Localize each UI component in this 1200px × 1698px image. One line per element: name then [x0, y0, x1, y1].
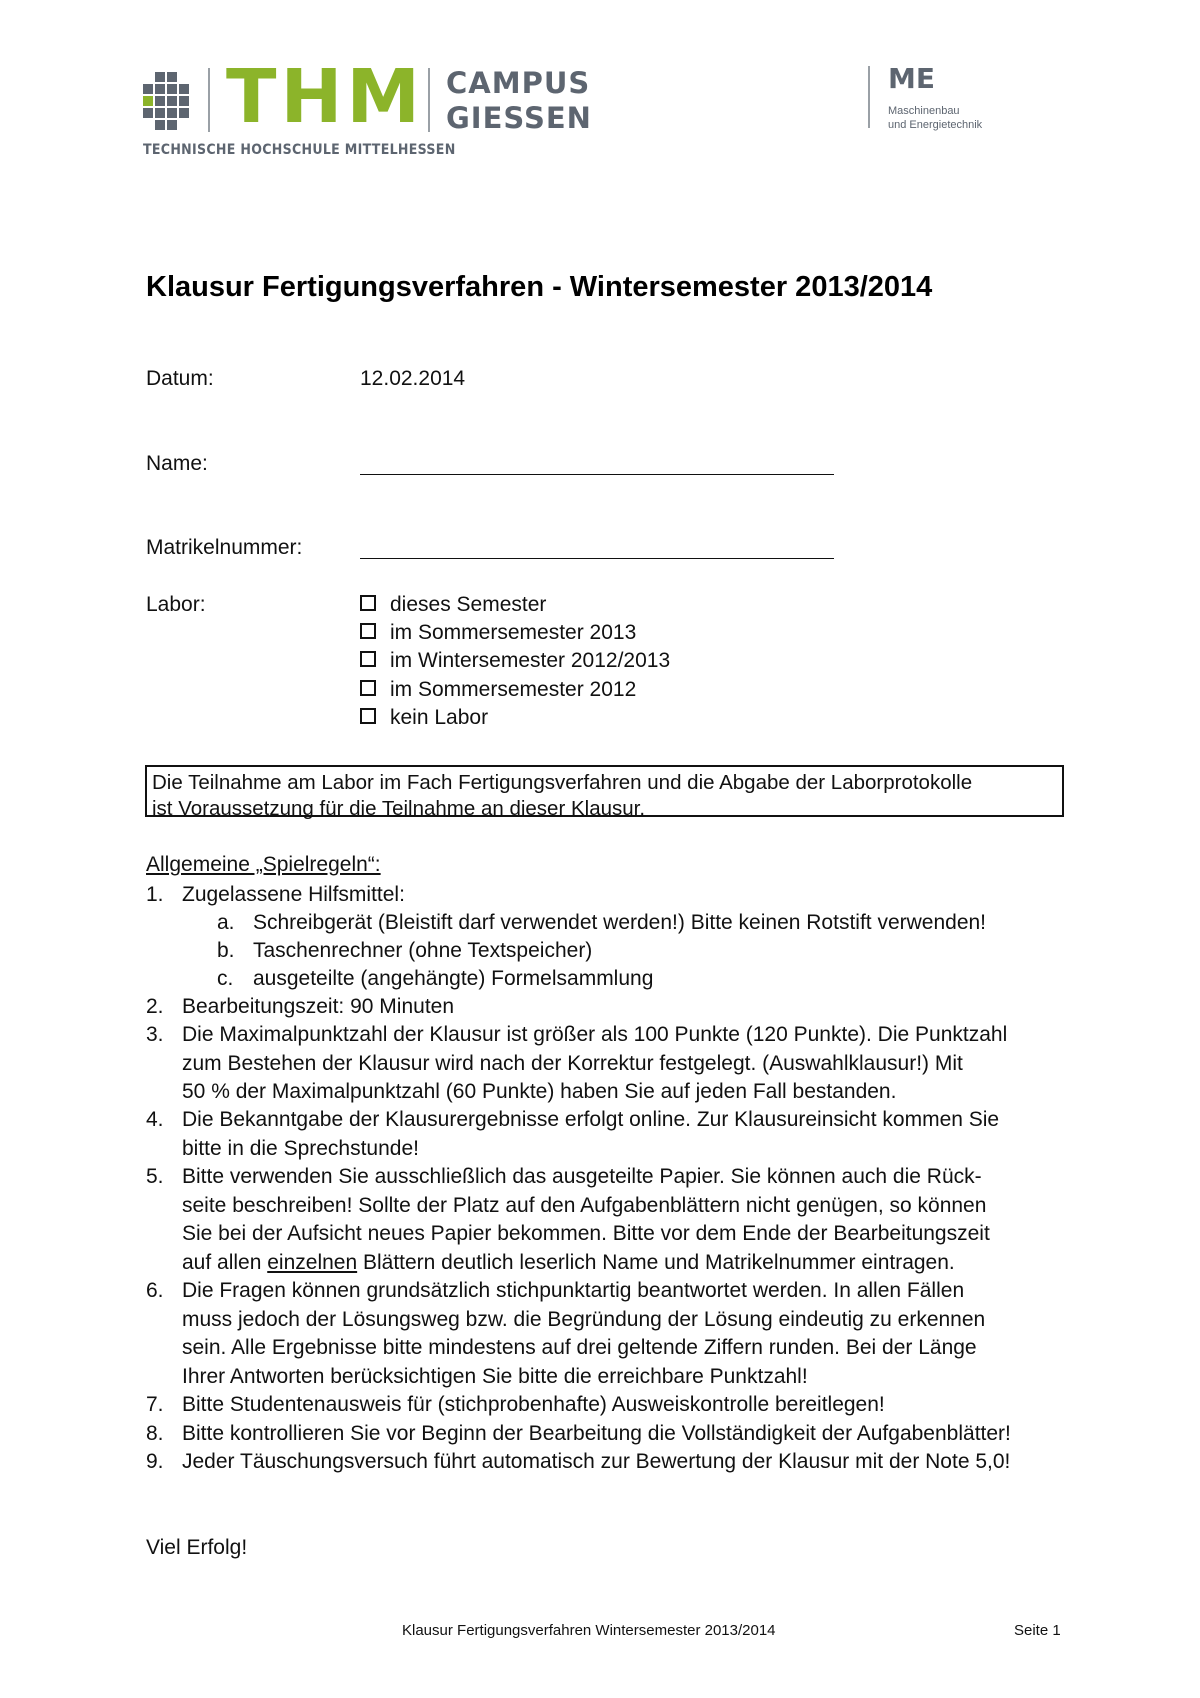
labor-option-label: kein Labor [390, 706, 489, 729]
rule-line: 50 % der Maximalpunktzahl (60 Punkte) haben Sie auf jeden Fall bestanden. [182, 1080, 897, 1103]
notice-line: ist Voraussetzung für die Teilnahme an dieser Klausur. [152, 797, 646, 820]
rule-text: Bitte kontrollieren Sie vor Beginn der Bearbeitung die Vollständigkeit der Aufgabenblätter! [182, 1422, 1011, 1445]
rule-line: Bitte verwenden Sie ausschließlich das ausgeteilte Papier. Sie können auch die Rück- [182, 1165, 982, 1188]
rule-line: sein. Alle Ergebnisse bitte mindestens auf drei geltende Ziffern runden. Bei der Länge [182, 1336, 977, 1359]
rule-line: bitte in die Sprechstunde! [182, 1136, 419, 1160]
rule-number: 3. [146, 1023, 164, 1046]
campus-line-1: CAMPUS [446, 66, 591, 100]
notice-box [145, 765, 1064, 820]
labor-option[interactable] [360, 593, 546, 617]
page-number: Seite 1 [1014, 1622, 1061, 1639]
rule-number: 8. [146, 1422, 164, 1445]
logo-divider [428, 68, 430, 132]
rule-text [182, 1163, 1096, 1277]
rule-text [182, 1277, 1096, 1391]
closing-text: Viel Erfolg! [146, 1536, 248, 1559]
aid-text: Schreibgerät (Bleistift darf verwendet werden!) Bitte keinen Rotstift verwenden! [253, 911, 987, 934]
rule-number: 5. [146, 1165, 164, 1188]
matrikel-label: Matrikelnummer: [146, 536, 303, 559]
aid-letter: c. [217, 967, 234, 990]
rule-text [182, 1021, 1096, 1107]
rule-text: Bearbeitungszeit: 90 Minuten [182, 995, 455, 1018]
rule-number: 9. [146, 1450, 164, 1473]
labor-option[interactable] [360, 706, 488, 730]
rule-line: Ihrer Antworten berücksichtigen Sie bitte die erreichbare Punktzahl! [182, 1364, 808, 1388]
rule-line-end: Blättern deutlich leserlich Name und Matrikelnummer eintragen. [357, 1250, 955, 1274]
checkbox-icon[interactable] [360, 623, 376, 639]
rule-number: 7. [146, 1393, 164, 1416]
logo-divider [208, 68, 210, 132]
aid-text: ausgeteilte (angehängte) Formelsammlung [253, 967, 654, 990]
campus-label [446, 66, 592, 136]
underlined-word: einzelnen [267, 1250, 358, 1274]
campus-line-2: GIESSEN [446, 101, 592, 135]
thm-logo-text: THM [226, 54, 425, 140]
rule-line [182, 1249, 1096, 1278]
labor-option[interactable] [360, 678, 636, 702]
rule-text: Zugelassene Hilfsmittel: [182, 883, 405, 906]
rule-line: seite beschreiben! Sollte der Platz auf den Aufgabenblättern nicht genügen, so können [182, 1193, 987, 1217]
checkbox-icon[interactable] [360, 708, 376, 724]
labor-option-label: im Wintersemester 2012/2013 [390, 649, 671, 672]
rule-line: zum Bestehen der Klausur wird nach der Korrektur festgelegt. (Auswahlklausur!) Mit [182, 1051, 963, 1075]
rule-text: Bitte Studentenausweis für (stichprobenhafte) Ausweiskontrolle bereitlegen! [182, 1393, 885, 1416]
thm-subtitle: TECHNISCHE HOCHSCHULE MITTELHESSEN [143, 142, 456, 158]
checkbox-icon[interactable] [360, 680, 376, 696]
rules-heading: Allgemeine „Spielregeln“: [146, 853, 381, 876]
me-logo-text: ME [888, 62, 935, 95]
name-field[interactable] [360, 474, 834, 475]
rule-number: 1. [146, 883, 164, 906]
thm-logo-squares [143, 72, 189, 130]
rule-line: Die Fragen können grundsätzlich stichpunktartig beantwortet werden. In allen Fällen [182, 1279, 965, 1302]
datum-value: 12.02.2014 [360, 367, 466, 390]
checkbox-icon[interactable] [360, 595, 376, 611]
rule-line: Die Maximalpunktzahl der Klausur ist größer als 100 Punkte (120 Punkte). Die Punktzahl [182, 1023, 1008, 1046]
page-title: Klausur Fertigungsverfahren - Wintersemester 2013/2014 [146, 271, 933, 303]
matrikel-field[interactable] [360, 558, 834, 559]
labor-option[interactable] [360, 621, 636, 645]
checkbox-icon[interactable] [360, 651, 376, 667]
labor-option-label: im Sommersemester 2012 [390, 678, 637, 701]
labor-label: Labor: [146, 593, 206, 616]
rule-line: Sie bei der Aufsicht neues Papier bekommen. Bitte vor dem Ende der Bearbeitungszeit [182, 1222, 990, 1245]
name-label: Name: [146, 452, 208, 475]
labor-option-label: im Sommersemester 2013 [390, 621, 637, 644]
labor-option-label: dieses Semester [390, 593, 547, 616]
aid-letter: a. [217, 911, 235, 934]
me-sub-line-1: Maschinenbau [888, 105, 960, 117]
me-sub-line-2: und Energietechnik [888, 119, 983, 131]
rule-text: Jeder Täuschungsversuch führt automatisch zur Bewertung der Klausur mit der Note 5,0! [182, 1450, 1011, 1473]
rule-number: 6. [146, 1279, 164, 1302]
footer-title: Klausur Fertigungsverfahren Wintersemester 2013/2014 [402, 1622, 776, 1639]
rule-text [182, 1106, 1096, 1163]
me-logo-divider [868, 66, 870, 128]
aid-letter: b. [217, 939, 235, 962]
rule-number: 2. [146, 995, 164, 1018]
rule-line: muss jedoch der Lösungsweg bzw. die Begründung der Lösung eindeutig zu erkennen [182, 1307, 986, 1331]
labor-option[interactable] [360, 649, 670, 673]
rule-line: Die Bekanntgabe der Klausurergebnisse erfolgt online. Zur Klausureinsicht kommen Sie [182, 1108, 1000, 1131]
datum-label: Datum: [146, 367, 214, 390]
me-logo-subtitle [888, 104, 982, 132]
rule-line-start: auf allen [182, 1250, 268, 1274]
rule-number: 4. [146, 1108, 164, 1131]
notice-line: Die Teilnahme am Labor im Fach Fertigungsverfahren und die Abgabe der Laborprotokolle [152, 771, 973, 794]
aid-text: Taschenrechner (ohne Textspeicher) [253, 939, 593, 962]
